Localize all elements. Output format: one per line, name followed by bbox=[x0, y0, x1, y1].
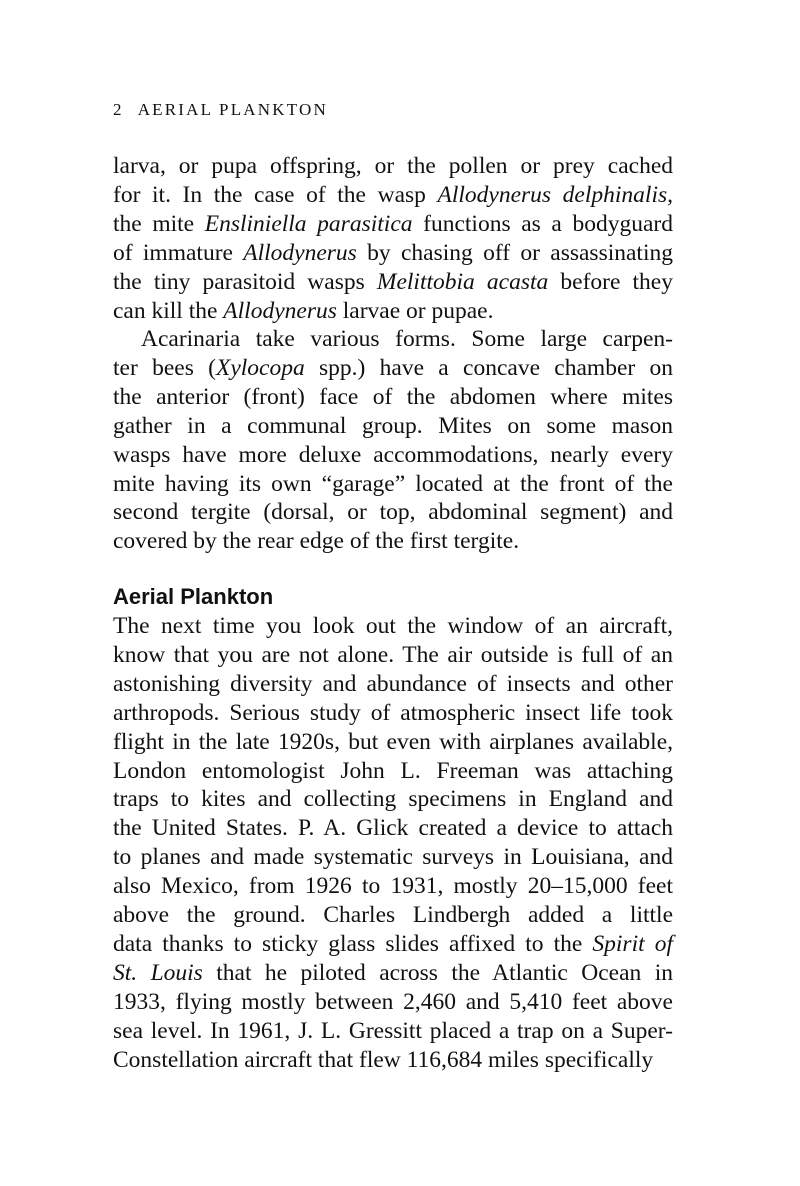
text-run: before they bbox=[548, 268, 673, 295]
text-line bbox=[113, 670, 673, 699]
text-run: gather in a communal group. Mites on some mason bbox=[113, 412, 673, 439]
text-run: spp.) have a concave chamber on bbox=[304, 354, 673, 381]
running-title: AERIAL PLANKTON bbox=[137, 100, 328, 119]
italic-run: St. Louis bbox=[113, 959, 203, 986]
text-line bbox=[113, 210, 673, 239]
text-run: flight in the late 1920s, but even with airplanes available, bbox=[113, 728, 673, 755]
italic-run: Allodynerus bbox=[223, 297, 337, 324]
text-line bbox=[113, 1046, 673, 1075]
text-run: also Mexico, from 1926 to 1931, mostly 20–15,000 feet bbox=[113, 873, 673, 900]
text-line bbox=[113, 297, 673, 326]
text-run: sea level. In 1961, J. L. Gressitt placed a trap on a Super- bbox=[113, 1017, 673, 1044]
text-line bbox=[113, 814, 673, 843]
text-run: wasps have more deluxe accommodations, nearly every bbox=[113, 441, 673, 468]
text-line bbox=[113, 412, 673, 441]
text-line bbox=[113, 988, 673, 1017]
section-heading: Aerial Plankton bbox=[113, 584, 274, 609]
running-head bbox=[113, 100, 328, 120]
italic-run: Ensliniella parasitica bbox=[204, 210, 413, 237]
text-line bbox=[113, 498, 673, 527]
text-line bbox=[113, 470, 673, 499]
text-run: data thanks to sticky glass slides affixed to the bbox=[113, 930, 593, 957]
text-run: the tiny parasitoid wasps bbox=[113, 268, 377, 295]
text-run: by chasing off or assassinating bbox=[356, 239, 673, 266]
text-run: covered by the rear edge of the first tergite. bbox=[113, 528, 520, 555]
text-line bbox=[113, 872, 673, 901]
text-run: functions as a bodyguard bbox=[412, 210, 673, 237]
italic-run: Spirit of bbox=[592, 930, 673, 957]
text-run: of immature bbox=[113, 239, 244, 266]
text-line bbox=[113, 383, 673, 412]
text-line bbox=[113, 441, 673, 470]
text-line bbox=[113, 930, 673, 959]
text-run: the mite bbox=[113, 210, 205, 237]
text-line bbox=[113, 1017, 673, 1046]
text-run: astonishing diversity and abundance of insects and other bbox=[113, 670, 673, 697]
text-line bbox=[113, 843, 673, 872]
paragraph-3 bbox=[113, 612, 673, 1075]
text-run: that he piloted across the Atlantic Ocean in bbox=[202, 959, 673, 986]
text-line bbox=[113, 612, 673, 641]
paragraph-2 bbox=[113, 325, 673, 556]
text-line bbox=[113, 268, 673, 297]
text-line bbox=[113, 239, 673, 268]
text-run: ter bees ( bbox=[113, 354, 216, 381]
text-run: 1933, flying mostly between 2,460 and 5,410 feet above bbox=[113, 988, 673, 1015]
text-line bbox=[113, 757, 673, 786]
text-run: London entomologist John L. Freeman was attaching bbox=[113, 757, 673, 784]
text-line bbox=[113, 959, 673, 988]
text-run: mite having its own “garage” located at the front of the bbox=[113, 470, 673, 497]
text-line bbox=[113, 152, 673, 181]
text-line bbox=[113, 901, 673, 930]
text-run: arthropods. Serious study of atmospheric insect life took bbox=[113, 699, 673, 726]
text-run: know that you are not alone. The air outside is full of an bbox=[113, 641, 673, 668]
text-run: to planes and made systematic surveys in Louisiana, and bbox=[113, 844, 673, 871]
text-line bbox=[113, 354, 673, 383]
text-run: larva, or pupa offspring, or the pollen or prey cached bbox=[113, 153, 673, 179]
text-run: traps to kites and collecting specimens in England and bbox=[113, 786, 673, 813]
text-line bbox=[113, 527, 673, 556]
text-line bbox=[113, 728, 673, 757]
text-run: for it. In the case of the wasp bbox=[113, 181, 438, 208]
text-run: The next time you look out the window of an aircraft, bbox=[113, 613, 673, 639]
text-line bbox=[113, 641, 673, 670]
text-run: the United States. P. A. Glick created a device to attach bbox=[113, 815, 673, 842]
text-run: Acarinaria take various forms. Some large carpen- bbox=[141, 326, 673, 352]
italic-run: Melittobia acasta bbox=[376, 268, 549, 295]
text-line bbox=[113, 181, 673, 210]
text-run: the anterior (front) face of the abdomen where mites bbox=[113, 383, 673, 410]
page-number: 2 bbox=[113, 100, 124, 119]
italic-run: Xylocopa bbox=[215, 354, 305, 381]
italic-run: Allodynerus bbox=[243, 239, 357, 266]
text-run: larvae or pupae. bbox=[336, 297, 494, 324]
text-run: can kill the bbox=[113, 297, 224, 324]
text-run: above the ground. Charles Lindbergh added a little bbox=[113, 902, 673, 929]
text-run: second tergite (dorsal, or top, abdominal segment) and bbox=[113, 499, 673, 526]
paragraph-1 bbox=[113, 152, 673, 325]
text-line bbox=[113, 325, 673, 354]
text-line bbox=[113, 785, 673, 814]
italic-run: Allodynerus delphinalis, bbox=[437, 181, 673, 208]
text-line bbox=[113, 699, 673, 728]
text-run: Constellation aircraft that flew 116,684 miles specifically bbox=[113, 1046, 654, 1073]
